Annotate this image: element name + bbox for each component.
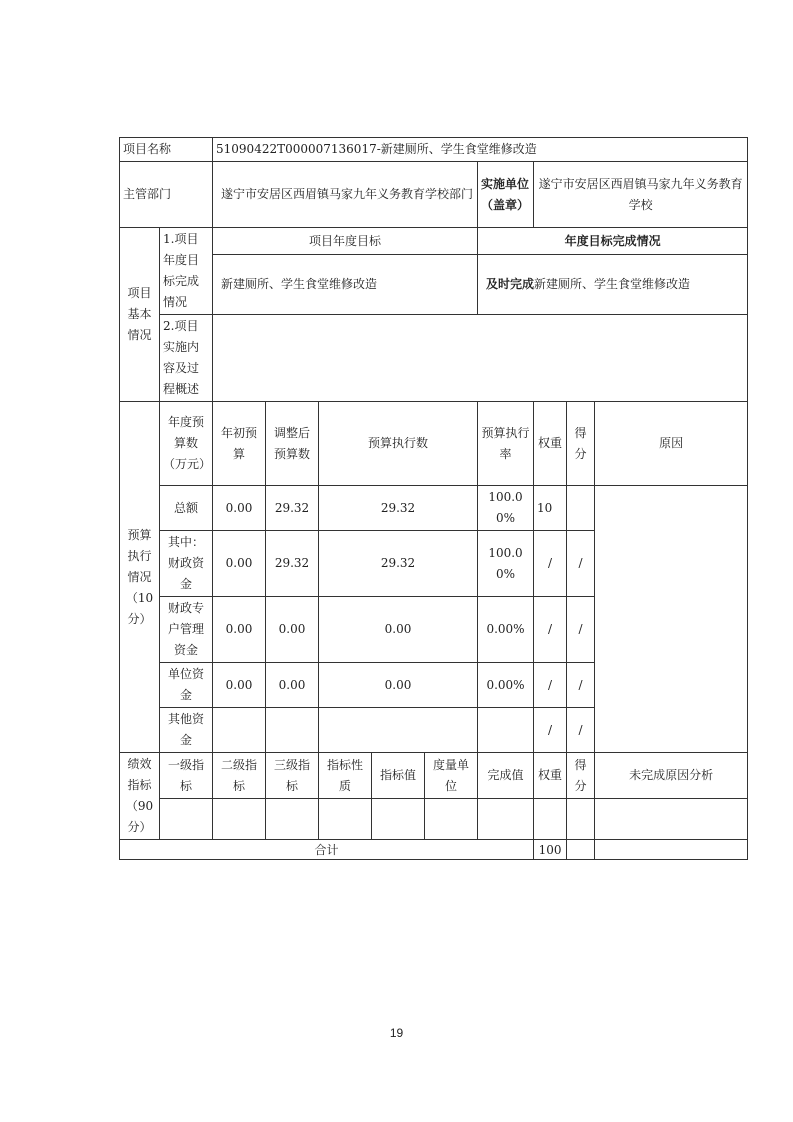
completed-value-header: 完成值 (478, 753, 534, 799)
budget-row-executed: 0.00 (319, 663, 478, 708)
weight-header: 权重 (534, 402, 567, 486)
budget-row-adjusted: 29.32 (266, 486, 319, 531)
empty-cell (478, 799, 534, 840)
empty-cell (160, 799, 213, 840)
budget-row-name: 财政专户管理资金 (160, 597, 213, 663)
budget-row-score: / (567, 663, 595, 708)
initial-budget-header: 年初预算 (213, 402, 266, 486)
total-label: 合计 (120, 840, 534, 860)
budget-row-adjusted: 0.00 (266, 663, 319, 708)
budget-row-weight: / (534, 531, 567, 597)
basic-info-goal-row (120, 255, 748, 315)
budget-row-rate: 0.00% (478, 663, 534, 708)
empty-cell (567, 799, 595, 840)
budget-row-rate (478, 708, 534, 753)
budget-row-rate: 0.00% (478, 597, 534, 663)
budget-row-weight: / (534, 708, 567, 753)
budget-row-initial: 0.00 (213, 531, 266, 597)
budget-row-executed: 29.32 (319, 531, 478, 597)
level3-indicator-header: 三级指标 (266, 753, 319, 799)
budget-row-name: 其他资金 (160, 708, 213, 753)
budget-row-executed: 0.00 (319, 597, 478, 663)
indicator-nature-header: 指标性质 (319, 753, 372, 799)
budget-row-rate: 100.00% (478, 531, 534, 597)
total-weight: 100 (534, 840, 567, 860)
unit-value: 遂宁市安居区西眉镇马家九年义务教育学校 (534, 162, 748, 228)
budget-row-name: 其中：财政资金 (160, 531, 213, 597)
adjusted-budget-header: 调整后预算数 (266, 402, 319, 486)
budget-row-name: 单位资金 (160, 663, 213, 708)
empty-cell (266, 799, 319, 840)
goal-completion-text (478, 255, 748, 315)
budget-row-executed (319, 708, 478, 753)
budget-row-adjusted (266, 708, 319, 753)
goal-completion-rest: 新建厕所、学生食堂维修改造 (534, 277, 691, 291)
empty-cell (534, 799, 567, 840)
reason-header: 原因 (595, 402, 748, 486)
executed-budget-header: 预算执行数 (319, 402, 478, 486)
level2-indicator-header: 二级指标 (213, 753, 266, 799)
budget-row-score: / (567, 531, 595, 597)
basic-info-header-row (120, 228, 748, 255)
goal-completion-header: 年度目标完成情况 (478, 228, 748, 255)
budget-row-initial: 0.00 (213, 486, 266, 531)
process-overview-text (213, 315, 748, 402)
budget-row-weight: 10 (534, 486, 567, 531)
dept-label: 主管部门 (120, 162, 213, 228)
project-name-value: 51090422T000007136017-新建厕所、学生食堂维修改造 (213, 138, 748, 162)
empty-cell (595, 799, 748, 840)
budget-row-adjusted: 0.00 (266, 597, 319, 663)
annual-goal-section-label: 1.项目年度目标完成情况 (160, 228, 213, 315)
annual-goal-text: 新建厕所、学生食堂维修改造 (213, 255, 478, 315)
indicator-value-header: 指标值 (372, 753, 425, 799)
budget-reason-cell (595, 486, 748, 753)
perf-score-header: 得分 (567, 753, 595, 799)
department-row (120, 162, 748, 228)
empty-cell (213, 799, 266, 840)
page-number: 19 (389, 1026, 404, 1040)
empty-cell (372, 799, 425, 840)
perf-weight-header: 权重 (534, 753, 567, 799)
goal-completion-emphasis: 及时完成 (486, 277, 535, 291)
budget-row-score (567, 486, 595, 531)
project-name-label: 项目名称 (120, 138, 213, 162)
budget-row-adjusted: 29.32 (266, 531, 319, 597)
budget-row-initial: 0.00 (213, 597, 266, 663)
budget-item-header: 年度预算数（万元） (160, 402, 213, 486)
performance-section-label: 绩效指标（90分） (120, 753, 160, 840)
empty-cell (319, 799, 372, 840)
score-header: 得分 (567, 402, 595, 486)
budget-row-name: 总额 (160, 486, 213, 531)
empty-cell (425, 799, 478, 840)
budget-row-initial (213, 708, 266, 753)
total-reason (595, 840, 748, 860)
process-overview-label: 2.项目实施内容及过程概述 (160, 315, 213, 402)
annual-goal-header: 项目年度目标 (213, 228, 478, 255)
level1-indicator-header: 一级指标 (160, 753, 213, 799)
budget-row-score: / (567, 597, 595, 663)
budget-row-weight: / (534, 597, 567, 663)
performance-empty-row (120, 799, 748, 840)
incomplete-reason-header: 未完成原因分析 (595, 753, 748, 799)
budget-row-rate: 100.00% (478, 486, 534, 531)
measure-unit-header: 度量单位 (425, 753, 478, 799)
execution-rate-header: 预算执行率 (478, 402, 534, 486)
basic-info-label: 项目基本情况 (120, 228, 160, 402)
performance-header-row (120, 753, 748, 799)
budget-section-label: 预算执行情况（10分） (120, 402, 160, 753)
project-name-row (120, 138, 748, 162)
budget-row-score: / (567, 708, 595, 753)
budget-row-weight: / (534, 663, 567, 708)
dept-value: 遂宁市安居区西眉镇马家九年义务教育学校部门 (213, 162, 478, 228)
unit-label: 实施单位（盖章） (478, 162, 534, 228)
budget-row-initial: 0.00 (213, 663, 266, 708)
budget-row-executed: 29.32 (319, 486, 478, 531)
budget-row (120, 486, 748, 531)
total-row (120, 840, 748, 860)
budget-header-row (120, 402, 748, 486)
total-score (567, 840, 595, 860)
basic-info-process-row (120, 315, 748, 402)
performance-self-evaluation-table (119, 137, 748, 860)
